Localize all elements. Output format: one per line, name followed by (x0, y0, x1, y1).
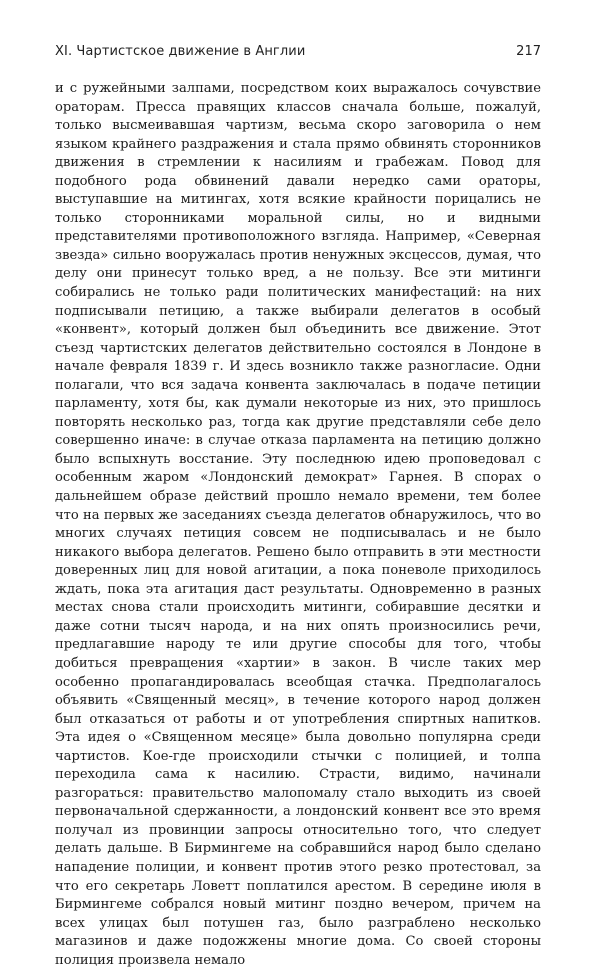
page-number: 217 (516, 44, 541, 59)
body-paragraph: и с ружейными залпами, посредством коих выражалось сочувствие ораторам. Пресса правящих классов сначала больше, пожалуй, только высмеивавшая чартизм, весьма скоро заговорила о нем языком крайнего раздражения и стала прямо обвинять сторонников движения в стремлении к насилиям и грабежам. Повод для подобного рода обвинений давали нередко сами ораторы, выступавшие на митингах, хотя всякие крайности порицались не только сторонниками моральной силы, но и видными представителями противоположного взгляда. Например, «Северная звезда» сильно вооружалась против ненужных эксцессов, думая, что делу они принесут только вред, а не пользу. Все эти митинги собирались не только ради политических манифестаций: на них подписывали петицию, а также выбирали делегатов в особый «конвент», который должен был объединить все движение. Этот съезд чартистских делегатов действительно состоялся в Лондоне в начале февраля 1839 г. И здесь возникло также разногласие. Одни полагали, что вся задача конвента заключалась в подаче петиции парламенту, хотя бы, как думали некоторые из них, это пришлось повторять несколько раз, тогда как другие представляли себе дело совершенно иначе: в случае отказа парламента на петицию должно было вспыхнуть восстание. Эту последнюю идею проповедовал с особенным жаром «Лондонский демократ» Гарнея. В спорах о дальнейшем образе действий прошло немало времени, тем более что на первых же заседаниях съезда делегатов обнаружилось, что во многих случаях петиция совсем не подписывалась и не было никакого выбора делегатов. Решено было отправить в эти местности доверенных лиц для новой агитации, а пока поневоле приходилось ждать, пока эта агитация даст результаты. Одновременно в разных местах снова стали происходить митинги, собиравшие десятки и даже сотни тысяч народа, и на них опять произносились речи, предлагавшие народу те или другие способы для того, чтобы добиться превращения «хартии» в закон. В числе таких мер особенно пропагандировалась всеобщая стачка. Предполагалось объявить «Священный месяц», в течение которого народ должен был отказаться от работы и от употребления спиртных напитков. Эта идея о «Священном месяце» была довольно популярна среди чартистов. Кое-где происходили стычки с полицией, и толпа переходила сама к насилию. Страсти, видимо, начинали разгораться: правительство малопомалу стало выходить из своей первоначальной сдержанности, а лондонский конвент все это время получал из провинции запросы относительно того, что следует делать дальше. В Бирмингеме на собравшийся народ было сделано нападение полиции, и конвент против этого резко протестовал, за что его секретарь Ловетт поплатился арестом. В середине июля в Бирмингеме собрался новый митинг поздно вечером, причем на всех улицах был потушен газ, было разграблено несколько магазинов и даже подожжены многие дома. Со своей стороны полиция произвела немало (55, 81, 541, 968)
running-header (55, 44, 541, 64)
chapter-title: XI. Чартистское движение в Англии (55, 44, 306, 59)
